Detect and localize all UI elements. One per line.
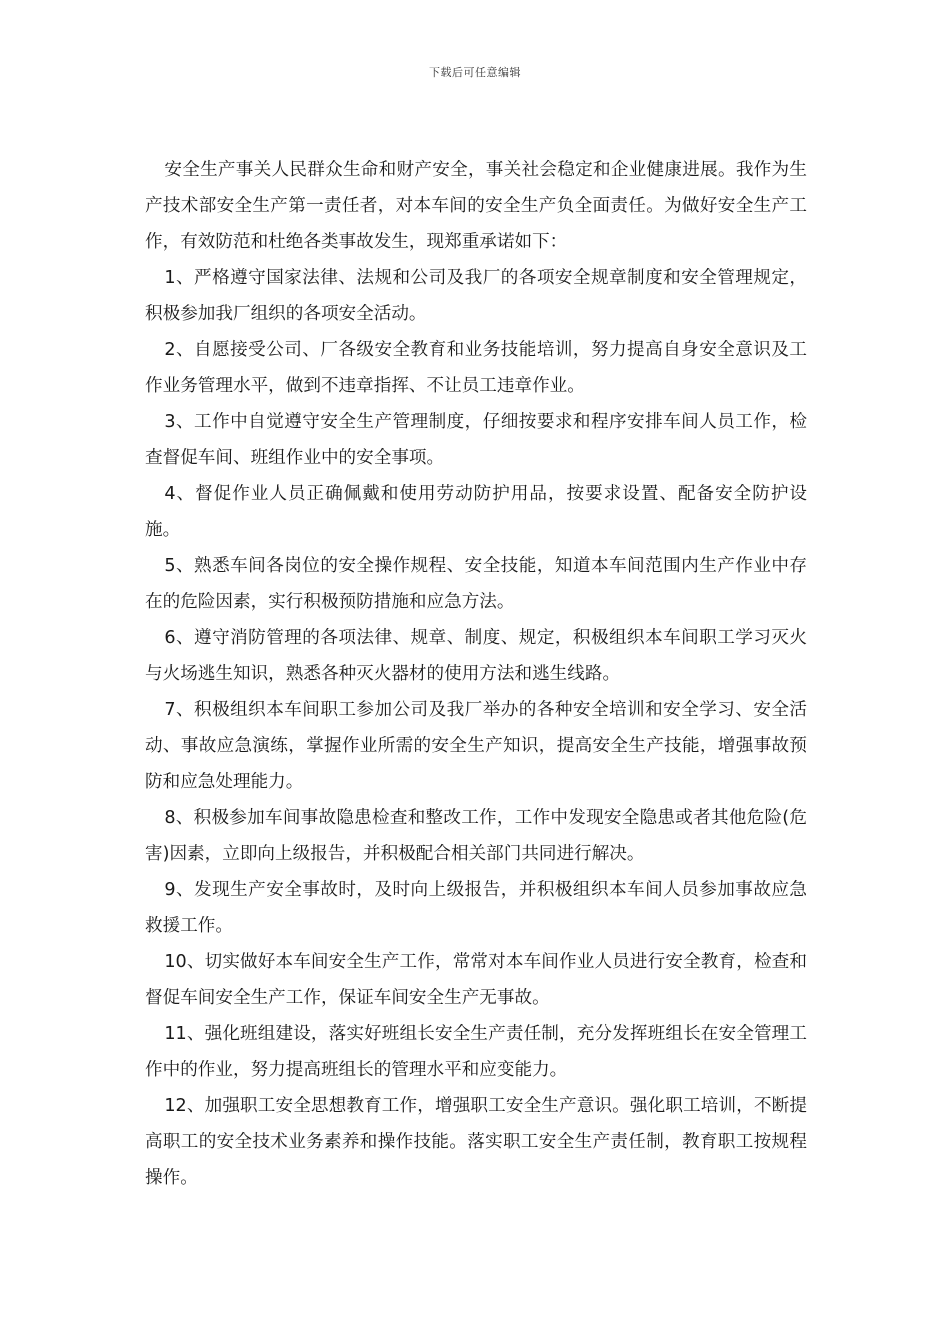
commitment-item-5: 5、熟悉车间各岗位的安全操作规程、安全技能，知道本车间范围内生产作业中存在的危险因素，实行积极预防措施和应急方法。 <box>145 556 807 612</box>
commitment-item-2: 2、自愿接受公司、厂各级安全教育和业务技能培训，努力提高自身安全意识及工作业务管理水平，做到不违章指挥、不让员工违章作业。 <box>145 340 807 396</box>
header-note: 下载后可任意编辑 <box>429 66 521 79</box>
document-body <box>145 152 807 1196</box>
commitment-item-1: 1、严格遵守国家法律、法规和公司及我厂的各项安全规章制度和安全管理规定，积极参加我厂组织的各项安全活动。 <box>145 268 807 324</box>
commitment-item-4: 4、督促作业人员正确佩戴和使用劳动防护用品，按要求设置、配备安全防护设施。 <box>145 484 807 540</box>
commitment-item-8: 8、积极参加车间事故隐患检查和整改工作，工作中发现安全隐患或者其他危险(危害)因素，立即向上级报告，并积极配合相关部门共同进行解决。 <box>145 808 807 864</box>
commitment-item-12: 12、加强职工安全思想教育工作，增强职工安全生产意识。强化职工培训，不断提高职工的安全技术业务素养和操作技能。落实职工安全生产责任制，教育职工按规程操作。 <box>145 1096 807 1188</box>
intro-paragraph: 安全生产事关人民群众生命和财产安全，事关社会稳定和企业健康进展。我作为生产技术部安全生产第一责任者，对本车间的安全生产负全面责任。为做好安全生产工作，有效防范和杜绝各类事故发生，现郑重承诺如下： <box>145 160 807 252</box>
commitment-item-3: 3、工作中自觉遵守安全生产管理制度，仔细按要求和程序安排车间人员工作，检查督促车间、班组作业中的安全事项。 <box>145 412 807 468</box>
commitment-item-9: 9、发现生产安全事故时，及时向上级报告，并积极组织本车间人员参加事故应急救援工作。 <box>145 880 807 936</box>
commitment-item-11: 11、强化班组建设，落实好班组长安全生产责任制，充分发挥班组长在安全管理工作中的作业，努力提高班组长的管理水平和应变能力。 <box>145 1024 807 1080</box>
commitment-item-10: 10、切实做好本车间安全生产工作，常常对本车间作业人员进行安全教育，检查和督促车间安全生产工作，保证车间安全生产无事故。 <box>145 952 807 1008</box>
commitment-item-7: 7、积极组织本车间职工参加公司及我厂举办的各种安全培训和安全学习、安全活动、事故应急演练，掌握作业所需的安全生产知识，提高安全生产技能，增强事故预防和应急处理能力。 <box>145 700 807 792</box>
commitment-item-6: 6、遵守消防管理的各项法律、规章、制度、规定，积极组织本车间职工学习灭火与火场逃生知识，熟悉各种灭火器材的使用方法和逃生线路。 <box>145 628 807 684</box>
